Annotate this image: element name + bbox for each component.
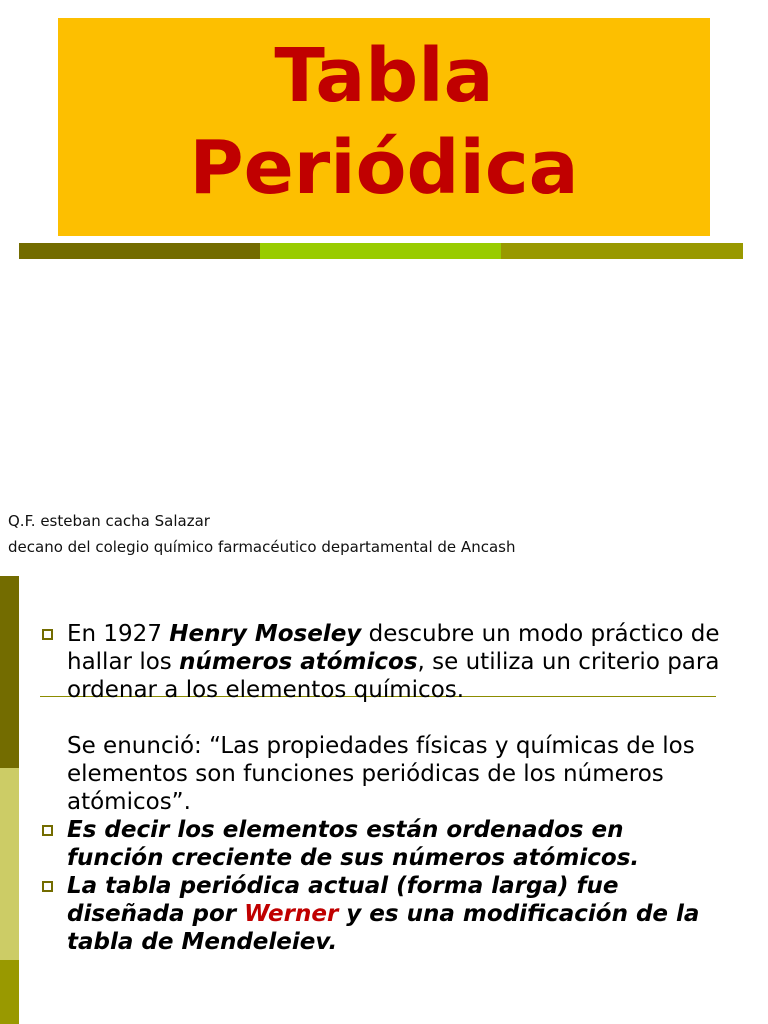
bullet-moseley-text: En 1927 Henry Moseley descubre un modo práctico de hallar los números atómicos, se utiliza un criterio para ordenar a los elementos químicos. [67, 621, 720, 703]
henry-moseley-emphasis: Henry Moseley [169, 621, 362, 647]
side-bar-light [0, 768, 19, 960]
bullet-current-table [40, 872, 720, 956]
square-bullet-icon [42, 629, 53, 640]
square-bullet-icon [42, 825, 53, 836]
bullet-moseley [40, 620, 720, 816]
side-bar-olive [0, 960, 19, 1024]
paragraph-gap [67, 704, 720, 732]
werner-highlight: Werner [244, 901, 339, 927]
side-bar-dark [0, 576, 19, 768]
header-stripe-green [260, 243, 501, 259]
header-stripe-dark [19, 243, 260, 259]
bullet-ordered-elements-text: Es decir los elementos están ordenados en función creciente de sus números atómicos. [67, 817, 640, 871]
square-bullet-icon [42, 881, 53, 892]
bullet-current-table-text: La tabla periódica actual (forma larga) fue diseñada por Werner y es una modificación de la tabla de Mendeleiev. [67, 873, 700, 955]
author-name: Q.F. esteban cacha Salazar [8, 512, 210, 530]
title-banner [58, 18, 710, 236]
numeros-atomicos-emphasis: números atómicos [179, 649, 418, 675]
page-title-line-1: Tabla [274, 33, 494, 119]
bullet-ordered-elements [40, 816, 720, 872]
page-title-line-2: Periódica [189, 125, 579, 211]
slide-content [40, 620, 720, 956]
author-role: decano del colegio químico farmacéutico departamental de Ancash [8, 538, 516, 556]
header-stripe-olive [501, 243, 743, 259]
bullet-moseley-quote: Se enunció: “Las propiedades físicas y químicas de los elementos son funciones periódicas de los números atómicos”. [67, 733, 695, 815]
